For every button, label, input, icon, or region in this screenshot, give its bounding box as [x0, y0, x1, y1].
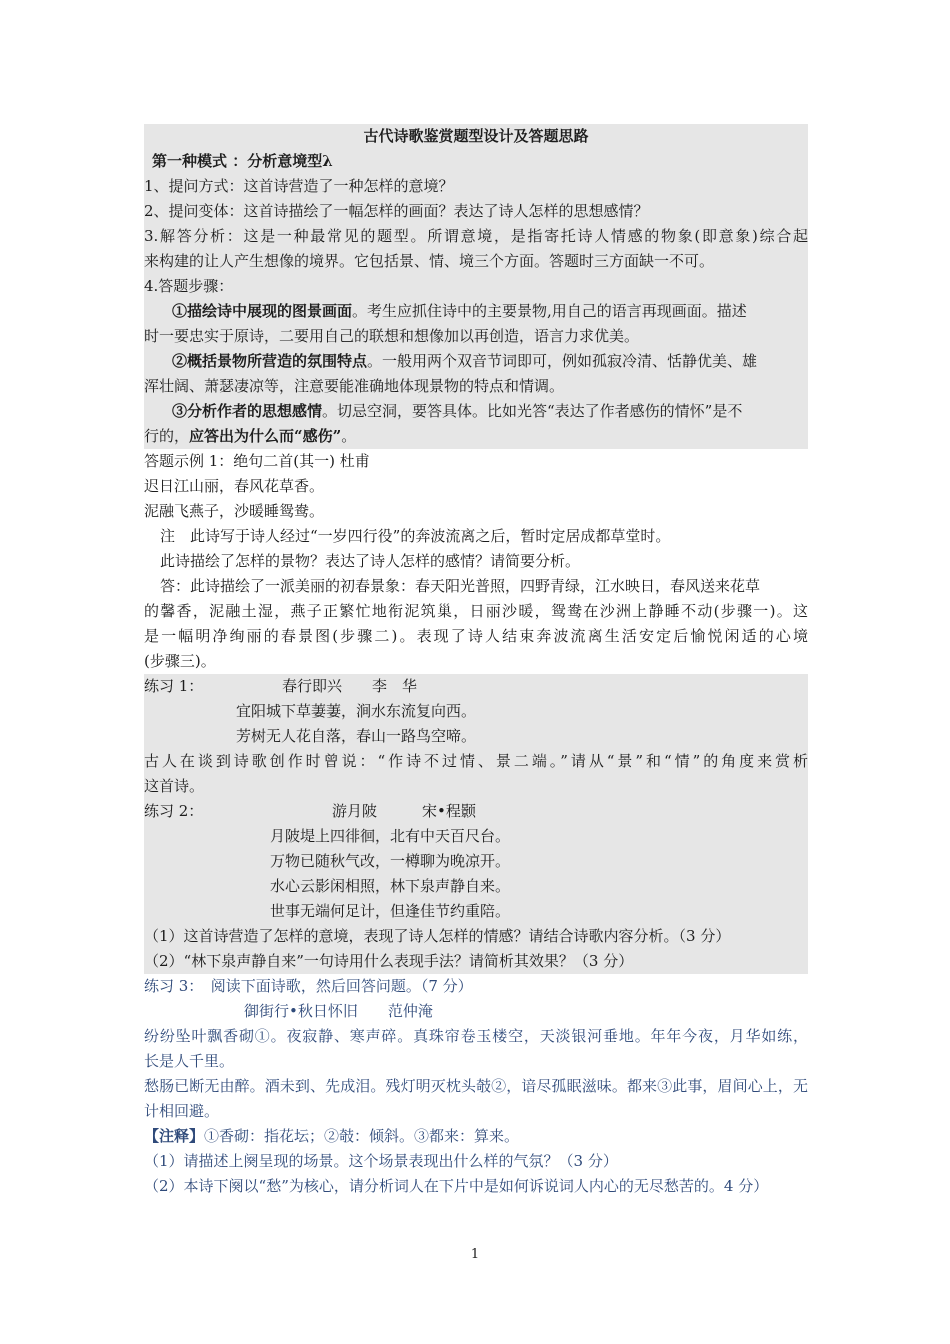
step-2-line-2: 浑壮阔、萧瑟凄凉等，注意要能准确地体现景物的特点和情调。 — [144, 374, 808, 399]
step-2-rest: 。一般用两个双音节词即可，例如孤寂冷清、恬静优美、雄 — [367, 352, 758, 370]
practice-3-title — [144, 999, 808, 1024]
example-poem-line-1: 迟日江山丽，春风花草香。 — [144, 477, 325, 495]
section-heading — [144, 149, 808, 174]
practice-1-poem-2 — [144, 724, 808, 749]
practice-3-question-1: （1）请描述上阕呈现的场景。这个场景表现出什么样的气氛？（3 分） — [144, 1152, 618, 1170]
practice-1-title: 春行即兴 李 华 — [282, 677, 418, 695]
question-variant: 2、提问变体：这首诗描绘了一幅怎样的画面？表达了诗人怎样的思想感情？ — [144, 199, 808, 224]
practice-2-poem-3-text: 水心云影闲相照，林下泉声静自来。 — [270, 877, 511, 895]
practice-3-line-2: 长是人千里。 — [144, 1052, 235, 1070]
example-answer-3: 是一幅明净绚丽的春景图(步骤二)。表现了诗人结束奔波流离生活安定后愉悦闲适的心境 — [144, 627, 808, 645]
question-form: 1、提问方式：这首诗营造了一种怎样的意境？ — [144, 174, 808, 199]
example-heading: 答题示例 1：绝句二首(其一) 杜甫 — [144, 452, 370, 470]
step-1 — [144, 299, 808, 324]
practice-3-line-4: 计相回避。 — [144, 1102, 220, 1120]
step-3-line-2-bold: 应答出为什么而“感伤” — [189, 427, 342, 445]
step-3 — [144, 399, 808, 424]
practice-3-title-text: 御街行•秋日怀旧 范仲淹 — [244, 1002, 433, 1020]
step-2 — [144, 349, 808, 374]
example-note-text: 注 此诗写于诗人经过“一岁四行役”的奔波流离之后，暂时定居成都草堂时。 — [160, 527, 671, 545]
example-answer-4: (步骤三)。 — [144, 652, 216, 670]
practice-2-poem-2-text: 万物已随秋气改，一樽聊为晚凉开。 — [270, 852, 511, 870]
step-2-bold: ②概括景物所营造的氛围特点 — [172, 352, 368, 370]
practice-2-poem-4 — [144, 899, 808, 924]
step-1-line-2: 时一要忠实于原诗，二要用自己的联想和想像加以再创造，语言力求优美。 — [144, 324, 808, 349]
example-poem-line-2: 泥融飞燕子，沙暖睡鸳鸯。 — [144, 502, 325, 520]
practice-2-poem-1 — [144, 824, 808, 849]
example-answer-1-text: 答：此诗描绘了一派美丽的初春景象：春天阳光普照，四野青绿，江水映日，春风送来花草 — [160, 577, 761, 595]
practice-1-poem-2-text: 芳树无人花自落，春山一路鸟空啼。 — [236, 727, 477, 745]
step-3-rest: 。切忌空洞，要答具体。比如光答“表达了作者感伤的情怀”是不 — [322, 402, 743, 420]
page-number: 1 — [470, 1247, 480, 1262]
practice-2-poem-2 — [144, 849, 808, 874]
practice-1-poem-1-text: 宜阳城下草萋萋，涧水东流复向西。 — [236, 702, 477, 720]
practice-2-title: 游月陂 宋•程颢 — [332, 802, 476, 820]
practice-3-line-3: 愁肠已断无由醉。酒未到、先成泪。残灯明灭枕头攲②，谙尽孤眠滋味。都来③此事，眉间心上，无 — [144, 1077, 808, 1095]
practice-2-question-1: （1）这首诗营造了怎样的意境，表现了诗人怎样的情感？请结合诗歌内容分析。（3 分） — [144, 924, 808, 949]
practice-3-question-2: （2）本诗下阕以“愁”为核心，请分析词人在下片中是如何诉说词人内心的无尽愁苦的。4 分） — [144, 1177, 769, 1195]
section-heading-text: 第一种模式 ：分析意境型λ — [152, 152, 333, 170]
practice-1-question-2: 这首诗。 — [144, 774, 808, 799]
practice-3-heading: 练习 3： 阅读下面诗歌，然后回答问题。（7 分） — [144, 977, 473, 995]
practice-3-note-text: ①香砌：指花坛；②攲：倾斜。③都来：算来。 — [204, 1127, 520, 1145]
page-title: 古代诗歌鉴赏题型设计及答题思路 — [144, 124, 808, 149]
example-answer-1 — [144, 574, 808, 599]
practice-1-heading — [144, 674, 808, 699]
steps-heading: 4.答题步骤： — [144, 274, 808, 299]
practice-2-label: 练习 2： — [144, 802, 204, 820]
example-answer-2: 的馨香，泥融土湿，燕子正繁忙地衔泥筑巢，日丽沙暖，鸳鸯在沙洲上静睡不动(步骤一)。这 — [144, 602, 808, 620]
step-1-bold: ①描绘诗中展现的图景画面 — [172, 302, 353, 320]
step-3-bold: ③分析作者的思想感情 — [172, 402, 323, 420]
step-3-line-2-c: 。 — [341, 427, 357, 445]
example-note — [144, 524, 808, 549]
practice-2-poem-3 — [144, 874, 808, 899]
practice-1-label: 练习 1： — [144, 677, 204, 695]
example-question-text: 此诗描绘了怎样的景物？表达了诗人怎样的感情？请简要分析。 — [160, 552, 581, 570]
step-3-line-2 — [144, 424, 808, 449]
practice-2-poem-4-text: 世事无端何足计，但逢佳节约重陪。 — [270, 902, 511, 920]
practice-2-poem-1-text: 月陂堤上四徘徊，北有中天百尺台。 — [270, 827, 511, 845]
step-3-line-2-a: 行的， — [144, 427, 190, 445]
analysis-line-2: 来构建的让人产生想像的境界。它包括景、情、境三个方面。答题时三方面缺一不可。 — [144, 249, 808, 274]
analysis-line-1: 3.解答分析：这是一种最常见的题型。所谓意境，是指寄托诗人情感的物象(即意象)综合起 — [144, 224, 808, 249]
practice-3-note-tag: 【注释】 — [144, 1127, 205, 1145]
practice-2-heading — [144, 799, 808, 824]
practice-3-line-1: 纷纷坠叶飘香砌①。夜寂静、寒声碎。真珠帘卷玉楼空，天淡银河垂地。年年今夜，月华如练， — [144, 1027, 808, 1045]
practice-1-question-1: 古人在谈到诗歌创作时曾说：“作诗不过情、景二端。”请从“景”和“情”的角度来赏析 — [144, 749, 808, 774]
example-question — [144, 549, 808, 574]
step-1-rest: 。考生应抓住诗中的主要景物,用自己的语言再现画面。描述 — [352, 302, 747, 320]
practice-3-note — [144, 1124, 808, 1149]
practice-2-question-2: （2）“林下泉声静自来”一句诗用什么表现手法？请简析其效果？（3 分） — [144, 949, 808, 974]
practice-1-poem-1 — [144, 699, 808, 724]
